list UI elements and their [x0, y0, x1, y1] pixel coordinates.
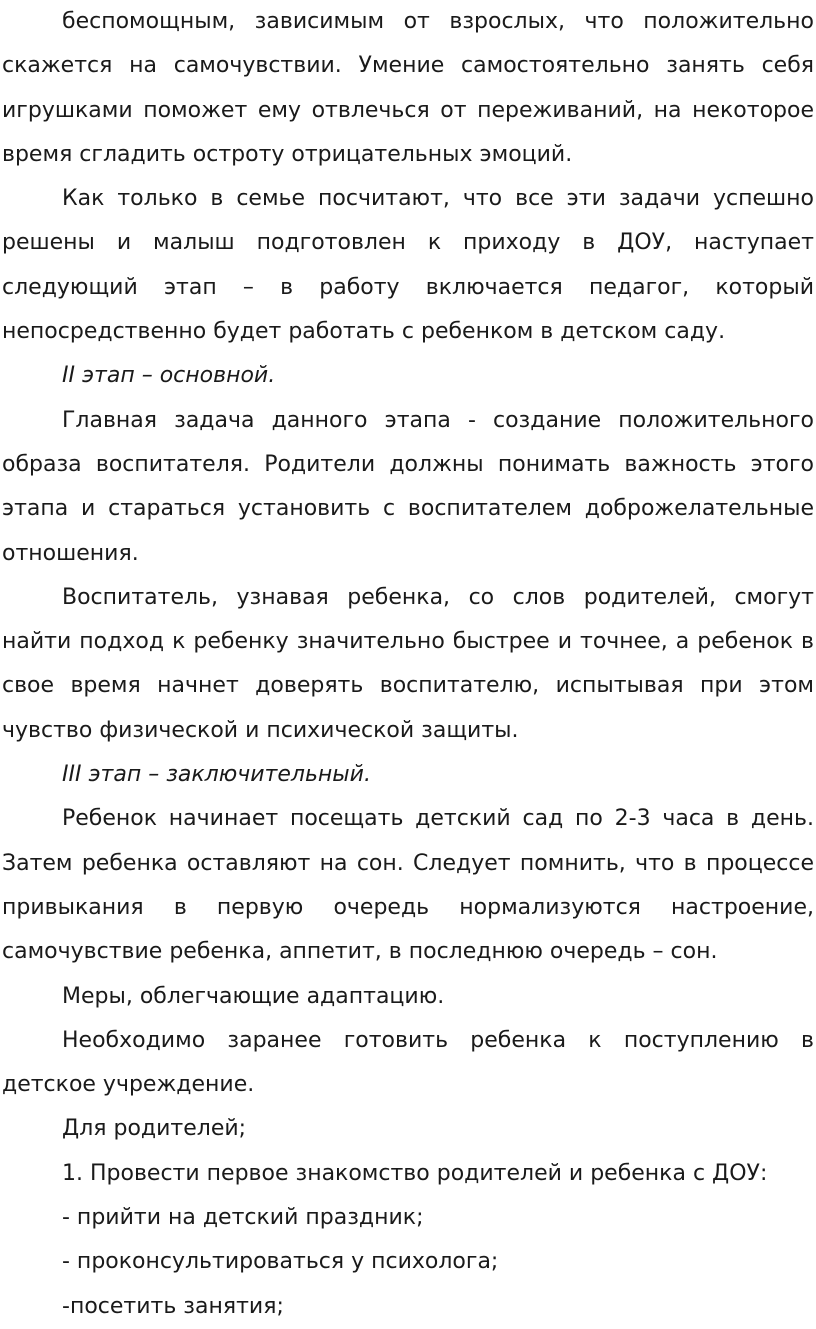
paragraph-stage-3: Ребенок начинает посещать детский сад по 2-3 часа в день. Затем ребенка оставляют на сон. Следует помнить, что в процессе привыкания в первую очередь нормализуются настроение, самочувствие ребенка, аппетит, в последнюю очередь – сон.: [2, 806, 814, 965]
paragraph-measures: Меры, облегчающие адаптацию.: [62, 983, 445, 1009]
text-column: [2, 0, 814, 1329]
paragraph-prepare: Необходимо заранее готовить ребенка к поступлению в детское учреждение.: [2, 1027, 814, 1098]
paragraph-educator: Воспитатель, узнавая ребенка, со слов родителей, смогут найти подход к ребенку значительно быстрее и точнее, а ребенок в свое время начнет доверять воспитателю, испытывая при этом чувство физической и психической защиты.: [2, 584, 814, 743]
stage-3-heading: III этап – заключительный.: [62, 762, 371, 788]
paragraph-for-parents: Для родителей;: [62, 1116, 247, 1142]
stage-2-heading: II этап – основной.: [62, 363, 276, 389]
list-item-psychologist: - проконсультироваться у психолога;: [62, 1249, 499, 1275]
paragraph-next-stage: Как только в семье посчитают, что все эти задачи успешно решены и малыш подготовлен к приходу в ДОУ, наступает следующий этап – в работу включается педагог, который непосредственно будет работать с ребенком в детском саду.: [2, 186, 814, 345]
paragraph-intro-continuation: беспомощным, зависимым от взрослых, что положительно скажется на самочувствии. Умение самостоятельно занять себя игрушками поможет ему отвлечься от переживаний, на некоторое время сгладить остроту отрицательных эмоций.: [2, 9, 814, 167]
list-item-classes: -посетить занятия;: [62, 1293, 284, 1319]
list-item-holiday: - прийти на детский праздник;: [62, 1205, 424, 1231]
paragraph-stage-2-task: Главная задача данного этапа - создание положительного образа воспитателя. Родители должны понимать важность этого этапа и стараться установить с воспитателем доброжелательные отношения.: [2, 407, 814, 566]
list-item-1: 1. Провести первое знакомство родителей и ребенка с ДОУ:: [62, 1160, 768, 1186]
